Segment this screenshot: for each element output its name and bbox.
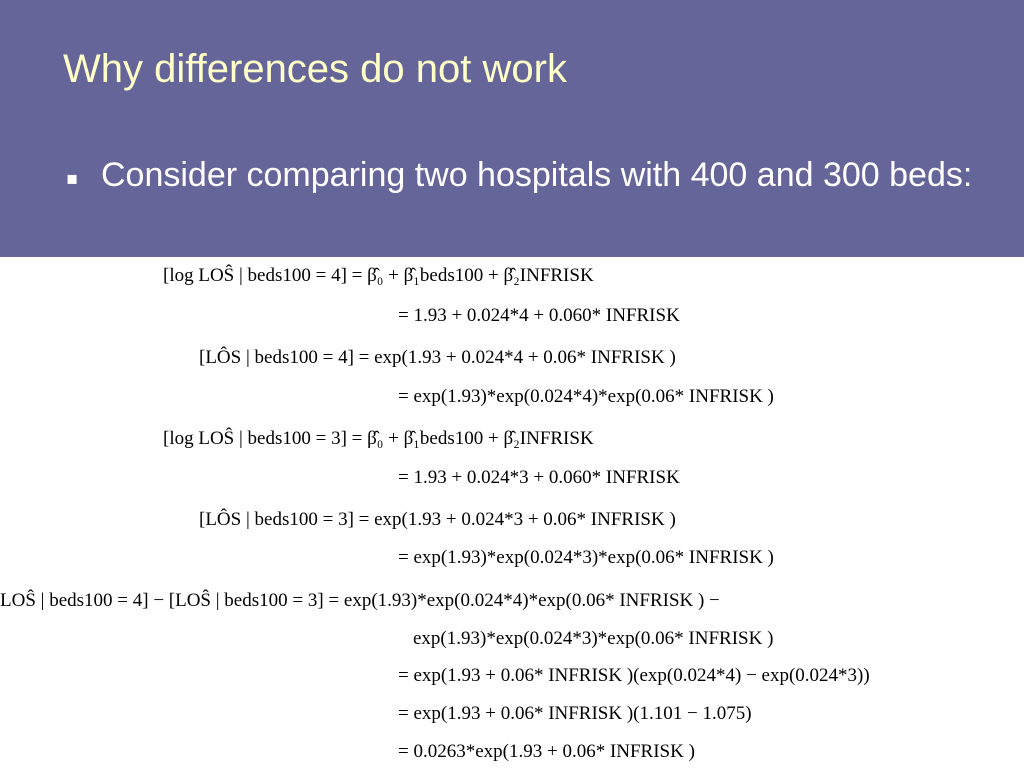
equation-line-4: = exp(1.93)*exp(0.024*4)*exp(0.06* INFRISK ) — [398, 386, 774, 407]
equation-line-11: = exp(1.93 + 0.06* INFRISK )(exp(0.024*4) − exp(0.024*3)) — [398, 665, 870, 686]
equation-line-7: [LÔS | beds100 = 3] = exp(1.93 + 0.024*3 + 0.06* INFRISK ) — [199, 509, 676, 530]
equation-line-3: [LÔS | beds100 = 4] = exp(1.93 + 0.024*4 + 0.06* INFRISK ) — [199, 347, 676, 368]
slide-title: Why differences do not work — [63, 47, 567, 91]
equation-line-12: = exp(1.93 + 0.06* INFRISK )(1.101 − 1.075) — [398, 703, 752, 724]
bullet-text: Consider comparing two hospitals with 400 and 300 beds: — [101, 156, 973, 194]
equation-line-6: = 1.93 + 0.024*3 + 0.060* INFRISK — [398, 467, 680, 488]
equation-line-13: = 0.0263*exp(1.93 + 0.06* INFRISK ) — [398, 741, 695, 762]
equation-line-10: exp(1.93)*exp(0.024*3)*exp(0.06* INFRISK ) — [413, 628, 774, 649]
title-banner — [0, 0, 1024, 257]
equation-line-1: [log LOŜ | beds100 = 4] = β̂₀ + β̂₁beds100 + β̂₂INFRISK — [163, 265, 594, 286]
equation-block — [0, 257, 1024, 768]
equation-line-8: = exp(1.93)*exp(0.024*3)*exp(0.06* INFRISK ) — [398, 547, 774, 568]
equation-line-9: LOŜ | beds100 = 4] − [LOŜ | beds100 = 3] = exp(1.93)*exp(0.024*4)*exp(0.06* INFRISK ) − — [0, 590, 720, 611]
equation-line-5: [log LOŜ | beds100 = 3] = β̂₀ + β̂₁beds100 + β̂₂INFRISK — [163, 428, 594, 449]
equation-line-2: = 1.93 + 0.024*4 + 0.060* INFRISK — [398, 305, 680, 326]
bullet-marker: ▪ — [66, 168, 79, 189]
